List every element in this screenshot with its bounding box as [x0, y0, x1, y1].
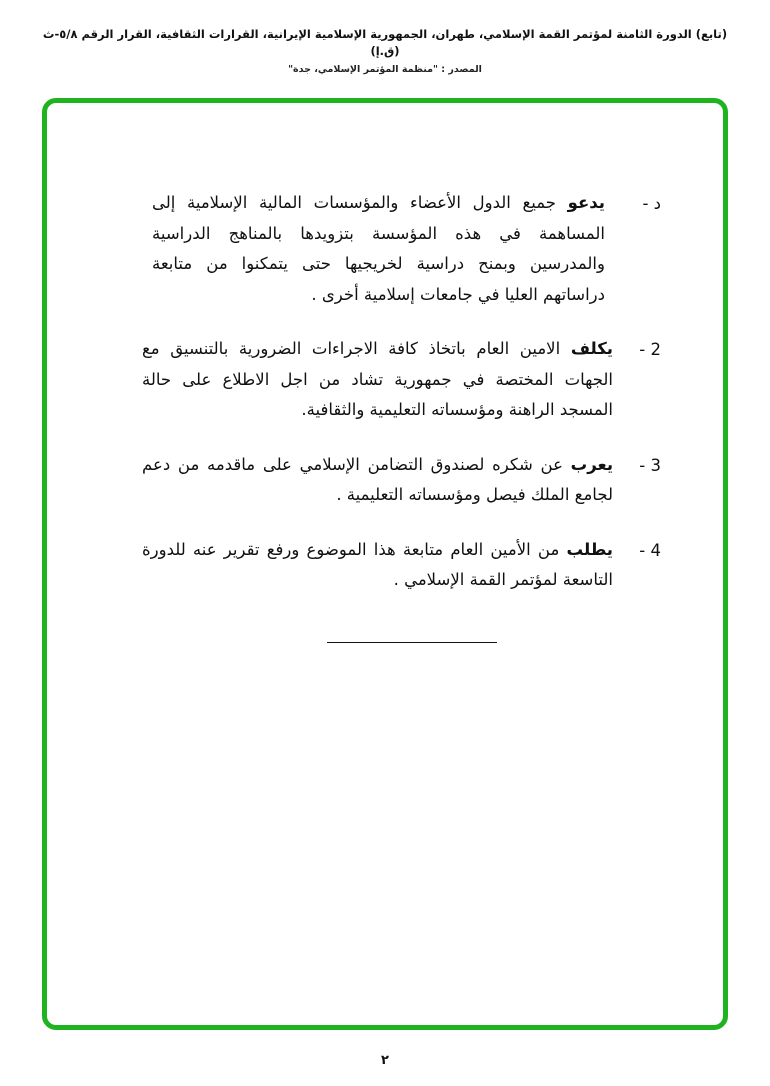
list-item: [142, 334, 661, 426]
item-marker: 4 -: [639, 540, 661, 560]
item-text-content: جميع الدول الأعضاء والمؤسسات المالية الإسلامية إلى المساهمة في هذه المؤسسة بتزويدها بالمناهج الدراسية والمدرسين وبمنح دراسية لخريجيها حتى يتمكنوا من متابعة دراساتهم العليا في جامعات إسلامية أخرى .: [152, 193, 605, 304]
list-item: [142, 188, 661, 310]
item-marker: 2 -: [639, 340, 661, 360]
item-keyword: يعرب: [570, 454, 614, 474]
green-border-frame: [42, 98, 728, 1030]
item-keyword: يكلف: [570, 339, 613, 359]
item-text-content: عن شكره لصندوق التضامن الإسلامي على ماقدمه من دعم لجامع الملك فيصل ومؤسساته التعليمية .: [142, 454, 613, 505]
list-item: [142, 535, 661, 596]
header-source-line: المصدر : "منظمة المؤتمر الإسلامي، جدة": [288, 63, 482, 75]
page-footer: [0, 1053, 770, 1068]
item-text-content: من الأمين العام متابعة هذا الموضوع ورفع تقرير عنه للدورة التاسعة لمؤتمر القمة الإسلامي .: [142, 539, 613, 590]
page-number: ٢: [381, 1053, 389, 1068]
page-header: [40, 26, 730, 75]
item-text-content: الامين العام باتخاذ كافة الاجراءات الضرورية بالتنسيق مع الجهات المختصة في جمهورية تشاد من اجل الاطلاع على حالة المسجد الراهنة ومؤسساته التعليمية والثقافية.: [142, 339, 613, 420]
item-marker: 3 -: [639, 455, 661, 475]
item-text: [142, 450, 619, 511]
item-text: [142, 535, 619, 596]
header-citation-line: (تابع) الدورة الثامنة لمؤتمر القمة الإسلامي، طهران، الجمهورية الإسلامية الإيرانية، القرارات الثقافية، القرار الرقم ٥/٨-ث (ق.إ): [42, 27, 728, 59]
list-item: [142, 450, 661, 511]
document-body: [142, 188, 661, 643]
item-marker: د -: [642, 194, 661, 213]
item-text: [142, 188, 619, 310]
item-keyword: يدعو: [567, 193, 605, 212]
item-keyword: يطلب: [566, 539, 614, 559]
item-text: [142, 334, 619, 426]
section-end-rule: [327, 642, 497, 643]
